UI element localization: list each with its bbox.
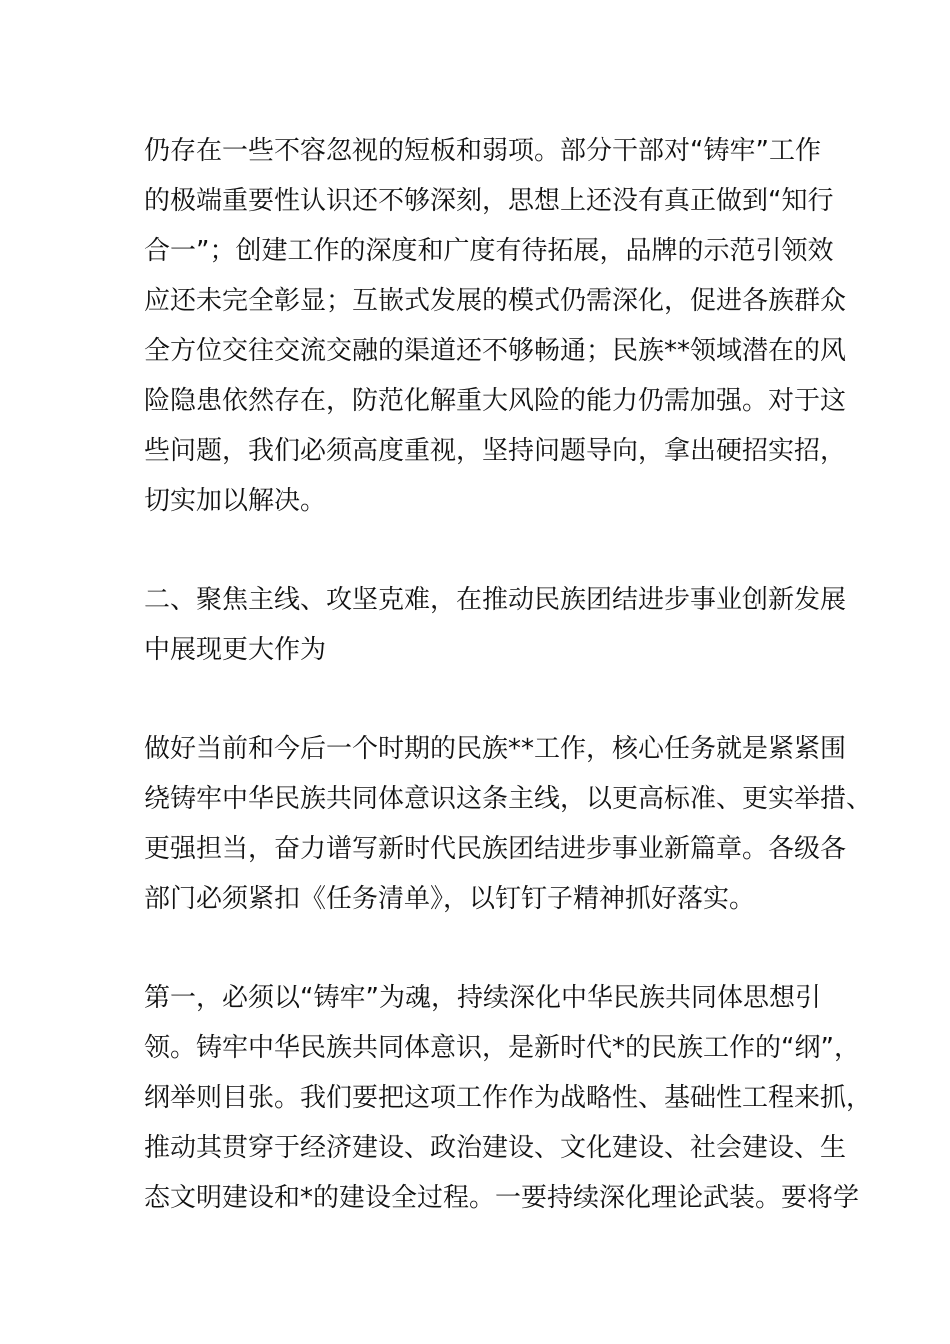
text-line: 应还未完全彰显；互嵌式发展的模式仍需深化，促进各族群众 [144, 286, 847, 316]
document-body [144, 126, 873, 1223]
text-line: 合一”；创建工作的深度和广度有待拓展，品牌的示范引领效 [144, 236, 834, 266]
text-line: 更强担当，奋力谱写新时代民族团结进步事业新篇章。各级各 [144, 834, 847, 864]
heading-line: 中展现更大作为 [144, 635, 327, 665]
text-line: 做好当前和今后一个时期的民族**工作，核心任务就是紧紧围 [144, 734, 847, 764]
paragraph [144, 724, 873, 924]
heading-line: 二、聚焦主线、攻坚克难，在推动民族团结进步事业创新发展 [144, 585, 847, 615]
text-line: 推动其贯穿于经济建设、政治建设、文化建设、社会建设、生 [144, 1133, 847, 1163]
text-line: 全方位交往交流交融的渠道还不够畅通；民族**领域潜在的风 [144, 336, 847, 366]
text-line: 态文明建设和*的建设全过程。一要持续深化理论武装。要将学 [144, 1183, 860, 1213]
text-line: 部门必须紧扣《任务清单》，以钉钉子精神抓好落实。 [144, 884, 756, 914]
text-line: 第一，必须以“铸牢”为魂，持续深化中华民族共同体思想引 [144, 983, 821, 1013]
text-line: 切实加以解决。 [144, 486, 327, 516]
text-line: 绕铸牢中华民族共同体意识这条主线，以更高标准、更实举措、 [144, 784, 873, 814]
section-heading [144, 575, 847, 675]
text-line: 领。铸牢中华民族共同体意识，是新时代*的民族工作的“纲”， [144, 1033, 860, 1063]
paragraph-spacer [144, 675, 824, 724]
paragraph-spacer [144, 924, 824, 973]
text-line: 的极端重要性认识还不够深刻，思想上还没有真正做到“知行 [144, 186, 834, 216]
paragraph [144, 973, 873, 1223]
text-line: 险隐患依然存在，防范化解重大风险的能力仍需加强。对于这 [144, 386, 847, 416]
text-line: 些问题，我们必须高度重视，坚持问题导向，拿出硬招实招， [144, 436, 847, 466]
text-line: 仍存在一些不容忽视的短板和弱项。部分干部对“铸牢”工作 [144, 136, 821, 166]
paragraph [144, 126, 847, 526]
text-line: 纲举则目张。我们要把这项工作作为战略性、基础性工程来抓， [144, 1083, 873, 1113]
paragraph-spacer [144, 526, 824, 575]
